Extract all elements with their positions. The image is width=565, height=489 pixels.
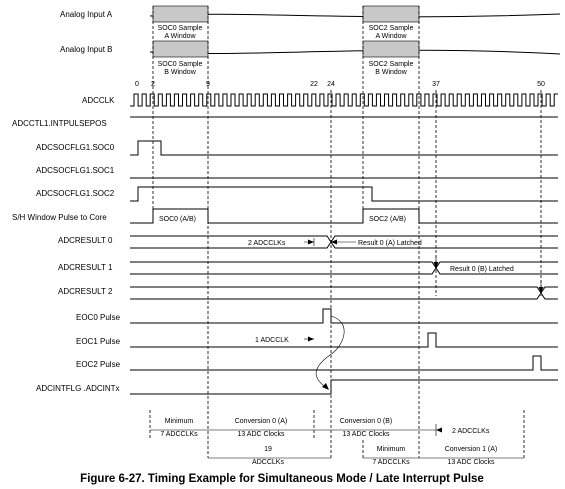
soc0-a-window-l1: SOC0 Sample — [157, 25, 203, 32]
dur-min2-l2: 7 ADCCLKs — [372, 459, 410, 466]
eoc0-label: EOC0 Pulse — [76, 313, 121, 322]
analog-input-a-wave — [150, 14, 560, 17]
eoc2-wave — [130, 356, 558, 370]
result0-2adcclks: 2 ADCCLKs — [248, 240, 286, 247]
result2-bus-a — [130, 287, 541, 299]
result1-bus-a — [130, 262, 436, 274]
soc0-a-window-fill — [153, 6, 208, 22]
clk-tick-37: 37 — [432, 81, 440, 88]
dur-2adcclk-line — [419, 424, 436, 436]
dur-conv1a-l2: 13 ADC Clocks — [447, 459, 495, 466]
analog-input-b-label: Analog Input B — [60, 45, 113, 54]
dur-min1-l2: 7 ADCCLKs — [160, 431, 198, 438]
soc0-b-window-l1: SOC0 Sample — [157, 61, 203, 68]
result0-latched-text: Result 0 (A) Latched — [358, 240, 422, 247]
clk-tick-9: 9 — [206, 81, 210, 88]
adcclk-wave — [130, 94, 558, 106]
eoc0-wave — [130, 309, 558, 323]
dur-2adcclk-arrowhead — [436, 428, 442, 433]
socflg1-label: ADCSOCFLG1.SOC1 — [36, 166, 115, 175]
clk-tick-50: 50 — [537, 81, 545, 88]
soc2-b-window-l2: B Window — [375, 69, 407, 76]
eoc0-to-int-arrow — [316, 316, 344, 388]
dur-conv0a-l2: 13 ADC Clocks — [237, 431, 285, 438]
analog-input-b-wave — [150, 50, 560, 54]
clk-tick-0: 0 — [135, 81, 139, 88]
adcint-wave — [130, 380, 558, 394]
result2-bus-b — [541, 287, 558, 299]
sh-soc0-text: SOC0 (A/B) — [159, 216, 196, 223]
soc2-a-window-fill — [363, 6, 419, 22]
sh-window-label: S/H Window Pulse to Core — [12, 213, 107, 222]
soc0-b-window-l2: B Window — [164, 69, 196, 76]
adcclk-label: ADCCLK — [82, 96, 115, 105]
eoc1-arrowhead — [308, 337, 314, 342]
eoc1-1adcclk: 1 ADCCLK — [255, 337, 289, 344]
socflg0-label: ADCSOCFLG1.SOC0 — [36, 143, 115, 152]
clk-tick-2: 2 — [151, 81, 155, 88]
clk-tick-22: 22 — [310, 81, 318, 88]
result1-label: ADCRESULT 1 — [58, 263, 113, 272]
socflg0-wave — [130, 141, 558, 155]
dur-min1-l1: Minimum — [164, 418, 194, 425]
analog-input-a-label: Analog Input A — [60, 10, 113, 19]
eoc1-label: EOC1 Pulse — [76, 337, 121, 346]
eoc0-to-int-arrowhead — [322, 383, 329, 390]
result0-arrowhead-left — [308, 240, 314, 245]
result0-bus-a — [130, 236, 331, 248]
result0b-latched-text: Result 0 (B) Latched — [450, 266, 514, 273]
dur-min2-l1: Minimum — [376, 446, 406, 453]
figure-caption: Figure 6-27. Timing Example for Simultaneous Mode / Late Interrupt Pulse — [80, 473, 484, 485]
soc2-b-window-fill — [363, 41, 419, 57]
clk-tick-24: 24 — [327, 81, 335, 88]
intpulsepos-label: ADCCTL1.INTPULSEPOS — [12, 119, 107, 128]
socflg2-wave — [130, 187, 558, 201]
socflg2-label: ADCSOCFLG1.SOC2 — [36, 189, 115, 198]
dur-conv1a-l1: Conversion 1 (A) — [444, 446, 498, 453]
dur-conv0a-l1: Conversion 0 (A) — [234, 418, 288, 425]
dur-conv0b-l1: Conversion 0 (B) — [339, 418, 393, 425]
dur-total-l2: ADCCLKs — [252, 459, 284, 466]
soc2-a-window-l1: SOC2 Sample — [368, 25, 414, 32]
soc0-b-window-fill — [153, 41, 208, 57]
dur-conv0b-l2: 13 ADC Clocks — [342, 431, 390, 438]
soc0-a-window-l2: A Window — [164, 33, 196, 40]
dur-2adcclk-text: 2 ADCCLKs — [452, 428, 490, 435]
eoc2-label: EOC2 Pulse — [76, 360, 121, 369]
dur-total-l1: 19 — [264, 446, 272, 453]
result0-label: ADCRESULT 0 — [58, 236, 113, 245]
result2-label: ADCRESULT 2 — [58, 287, 113, 296]
soc2-a-window-l2: A Window — [375, 33, 407, 40]
sh-soc2-text: SOC2 (A/B) — [369, 216, 406, 223]
soc2-b-window-l1: SOC2 Sample — [368, 61, 414, 68]
adcint-label: ADCINTFLG .ADCINTx — [36, 384, 120, 393]
